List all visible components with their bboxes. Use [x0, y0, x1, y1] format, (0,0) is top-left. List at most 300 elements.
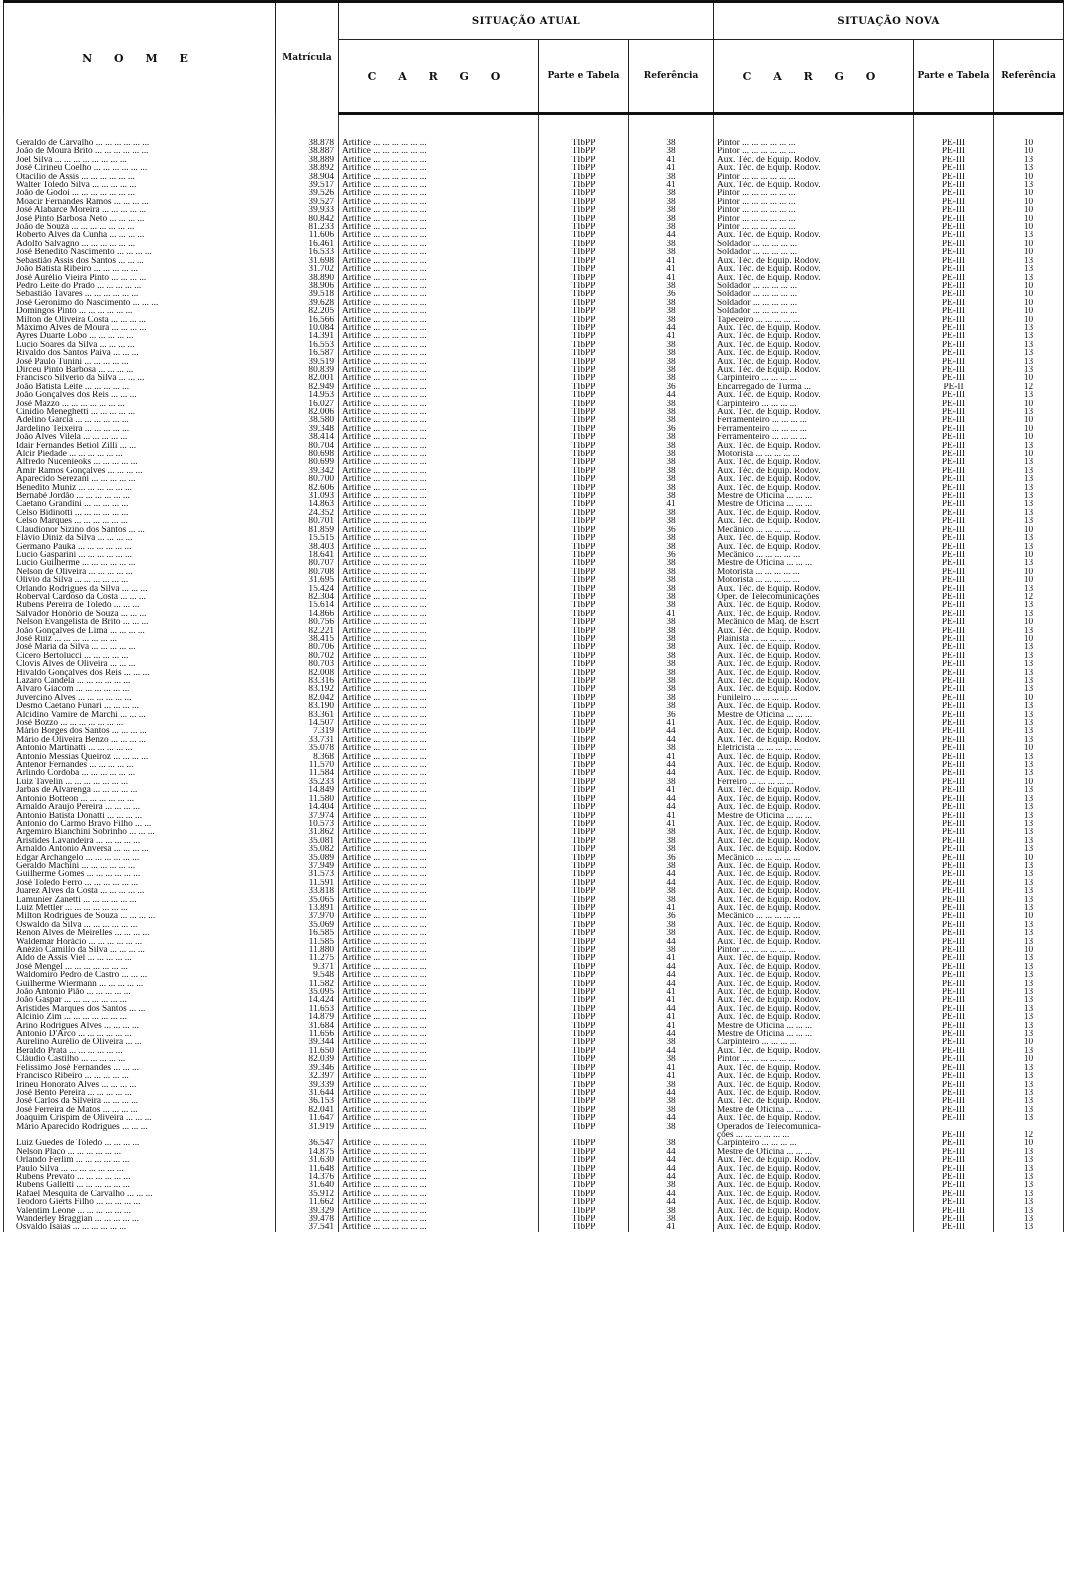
cell-matricula: 16.553	[276, 341, 339, 349]
cell-referencia-nova: 10	[994, 551, 1064, 559]
cell-nome: Mário de Oliveira Benzo ... ... ... ...	[4, 736, 276, 744]
cell-parte-tabela-nova: PE-III	[914, 618, 994, 626]
cell-cargo-atual: Artífice ... ... ... ... ... ...	[339, 265, 539, 273]
table-row	[4, 1097, 1064, 1105]
cell-referencia-atual: 44	[629, 1173, 714, 1181]
cell-referencia-nova: 10	[994, 568, 1064, 576]
table-row	[4, 147, 1064, 155]
cell-parte-tabela-atual: TIbPP	[539, 576, 629, 584]
table-row	[4, 845, 1064, 853]
cell-cargo-atual: Artífice ... ... ... ... ... ...	[339, 576, 539, 584]
cell-cargo-atual: Artífice ... ... ... ... ... ...	[339, 996, 539, 1004]
table-row	[4, 854, 1064, 862]
cell-parte-tabela-atual: TIbPP	[539, 1223, 629, 1231]
cell-parte-tabela-atual: TIbPP	[539, 744, 629, 752]
cell-parte-tabela-atual: TIbPP	[539, 1156, 629, 1164]
cell-cargo-atual: Artífice ... ... ... ... ... ...	[339, 248, 539, 256]
cell-cargo-nova: Eletricista ... ... ... ... ...	[714, 744, 914, 752]
cell-cargo-atual: Artífice ... ... ... ... ... ...	[339, 954, 539, 962]
cell-cargo-atual: Artífice ... ... ... ... ... ...	[339, 408, 539, 416]
cell-parte-tabela-nova: PE-III	[914, 803, 994, 811]
cell-cargo-nova: Pintor ... ... ... ... ... ...	[714, 189, 914, 197]
cell-parte-tabela-atual: TIbPP	[539, 1181, 629, 1189]
cell-matricula: 80.703	[276, 660, 339, 668]
cell-parte-tabela-nova: PE-III	[914, 1106, 994, 1114]
cell-nome: Antonio D'Arco ... ... ... ... ... ...	[4, 1030, 276, 1038]
cell-referencia-atual: 38	[629, 1181, 714, 1189]
cell-cargo-nova: Aux. Téc. de Equip. Rodov.	[714, 954, 914, 962]
cell-cargo-atual: Artífice ... ... ... ... ... ...	[339, 1030, 539, 1038]
cell-nome: Jarbas de Alvarenga ... ... ... ... ...	[4, 786, 276, 794]
cell-matricula: 38.890	[276, 274, 339, 282]
cell-parte-tabela-atual: TIbPP	[539, 442, 629, 450]
cell-matricula: 11.582	[276, 980, 339, 988]
cell-cargo-nova: Aux. Téc. de Equip. Rodov.	[714, 164, 914, 172]
cell-matricula: 39.519	[276, 358, 339, 366]
cell-parte-tabela-nova: PE-III	[914, 938, 994, 946]
cell-cargo-nova: Aux. Téc. de Equip. Rodov.	[714, 274, 914, 282]
cell-parte-tabela-atual: TIbPP	[539, 147, 629, 155]
cell-nome: José Geronimo do Nascimento ... ... ...	[4, 299, 276, 307]
cell-parte-tabela-atual: TIbPP	[539, 761, 629, 769]
cell-cargo-nova: Aux. Téc. de Equip. Rodov.	[714, 820, 914, 828]
cell-cargo-atual: Artífice ... ... ... ... ... ...	[339, 433, 539, 441]
cell-nome: Cinidio Meneghetti ... ... ... ... ...	[4, 408, 276, 416]
table-row	[4, 795, 1064, 803]
cell-referencia-atual: 38	[629, 635, 714, 643]
cell-referencia-atual: 38	[629, 374, 714, 382]
cell-parte-tabela-atual: TIbPP	[539, 1022, 629, 1030]
cell-cargo-nova: Aux. Téc. de Equip. Rodov.	[714, 685, 914, 693]
cell-parte-tabela-atual: TIbPP	[539, 711, 629, 719]
cell-referencia-atual: 38	[629, 618, 714, 626]
cell-referencia-nova: 10	[994, 854, 1064, 862]
cell-cargo-nova: Aux. Téc. de Equip. Rodov.	[714, 1215, 914, 1223]
cell-referencia-nova: 13	[994, 408, 1064, 416]
cell-matricula: 80.700	[276, 475, 339, 483]
cell-nome: Arino Rodrigues Alves ... ... ... ...	[4, 1022, 276, 1030]
cell-referencia-nova: 13	[994, 627, 1064, 635]
cell-referencia-atual: 38	[629, 450, 714, 458]
cell-cargo-nova: Pintor ... ... ... ... ... ...	[714, 173, 914, 181]
cell-parte-tabela-nova: PE-III	[914, 1165, 994, 1173]
cell-matricula: 39.339	[276, 1081, 339, 1089]
cell-cargo-atual: Artífice ... ... ... ... ... ...	[339, 290, 539, 298]
cell-cargo-nova: Aux. Téc. de Equip. Rodov.	[714, 1047, 914, 1055]
cell-parte-tabela-nova: PE-III	[914, 1223, 994, 1231]
table-row	[4, 383, 1064, 391]
cell-nome: Wanderley Braggian ... ... ... ... ...	[4, 1215, 276, 1223]
cell-parte-tabela-atual: TIbPP	[539, 954, 629, 962]
cell-referencia-atual: 38	[629, 215, 714, 223]
cell-nome: José Ferreira de Matos ... ... ... ...	[4, 1106, 276, 1114]
cell-referencia-atual: 38	[629, 1207, 714, 1215]
cell-referencia-nova: 13	[994, 652, 1064, 660]
cell-parte-tabela-nova: PE-III	[914, 173, 994, 181]
cell-referencia-atual: 38	[629, 643, 714, 651]
cell-referencia-atual: 38	[629, 223, 714, 231]
table-row	[4, 156, 1064, 164]
cell-matricula: 82.039	[276, 1055, 339, 1063]
cell-cargo-nova: Aux. Téc. de Equip. Rodov.	[714, 1165, 914, 1173]
table-row	[4, 980, 1064, 988]
cell-nome: Guilherme Wiermann ... ... ... ... ...	[4, 980, 276, 988]
cell-referencia-nova: 13	[994, 181, 1064, 189]
cell-parte-tabela-atual: TIbPP	[539, 862, 629, 870]
cell-matricula: 38.887	[276, 147, 339, 155]
cell-referencia-nova: 12	[994, 383, 1064, 391]
cell-cargo-nova: Soldador ... ... ... ... ...	[714, 299, 914, 307]
cell-parte-tabela-atual: TIbPP	[539, 887, 629, 895]
table-row	[4, 971, 1064, 979]
cell-parte-tabela-nova: PE-III	[914, 761, 994, 769]
cell-referencia-atual: 38	[629, 845, 714, 853]
cell-nome: Celso Marques ... ... ... ... ... ...	[4, 517, 276, 525]
cell-cargo-atual: Artífice ... ... ... ... ... ...	[339, 761, 539, 769]
cell-cargo-atual: Artífice ... ... ... ... ... ...	[339, 215, 539, 223]
cell-referencia-nova: 13	[994, 1173, 1064, 1181]
cell-cargo-nova: Ferramenteiro ... ... ... ...	[714, 416, 914, 424]
cell-referencia-nova: 13	[994, 1030, 1064, 1038]
table-row	[4, 635, 1064, 643]
cell-parte-tabela-nova: PE-III	[914, 189, 994, 197]
cell-parte-tabela-atual: TIbPP	[539, 425, 629, 433]
cell-cargo-atual: Artífice ... ... ... ... ... ...	[339, 769, 539, 777]
table-row	[4, 526, 1064, 534]
cell-matricula: 18.641	[276, 551, 339, 559]
table-row	[4, 265, 1064, 273]
cell-referencia-atual: 38	[629, 1097, 714, 1105]
cell-matricula: 82.949	[276, 383, 339, 391]
cell-referencia-nova: 10	[994, 316, 1064, 324]
cell-referencia-nova: 13	[994, 845, 1064, 853]
cell-referencia-atual: 41	[629, 786, 714, 794]
cell-referencia-nova: 10	[994, 694, 1064, 702]
cell-cargo-atual: Artífice ... ... ... ... ... ...	[339, 307, 539, 315]
table-row	[4, 559, 1064, 567]
cell-nome: João Alves Vilela ... ... ... ... ...	[4, 433, 276, 441]
cell-cargo-atual: Artífice ... ... ... ... ... ...	[339, 189, 539, 197]
table-row	[4, 1055, 1064, 1063]
cell-referencia-atual: 38	[629, 358, 714, 366]
cell-cargo-nova: Carpinteiro ... ... ... ...	[714, 1038, 914, 1046]
table-row	[4, 416, 1064, 424]
cell-referencia-nova: 13	[994, 324, 1064, 332]
cell-parte-tabela-nova: PE-III	[914, 837, 994, 845]
cell-parte-tabela-atual: TIbPP	[539, 189, 629, 197]
cell-parte-tabela-nova	[914, 1123, 994, 1131]
cell-referencia-nova: 13	[994, 660, 1064, 668]
cell-cargo-nova: Pintor ... ... ... ... ... ...	[714, 147, 914, 155]
cell-nome: Lucio Guilherme ... ... ... ... ... ...	[4, 559, 276, 567]
table-row	[4, 1081, 1064, 1089]
cell-cargo-nova: Carpinteiro ... ... ... ...	[714, 374, 914, 382]
cell-referencia-atual: 41	[629, 820, 714, 828]
cell-cargo-nova: Pintor ... ... ... ... ... ...	[714, 215, 914, 223]
cell-nome: Beraldo Prata ... ... ... ... ... ...	[4, 1047, 276, 1055]
table-row	[4, 1064, 1064, 1072]
cell-parte-tabela-nova: PE-III	[914, 215, 994, 223]
cell-cargo-nova: Aux. Téc. de Equip. Rodov.	[714, 971, 914, 979]
table-row	[4, 324, 1064, 332]
cell-cargo-nova: Aux. Téc. de Equip. Rodov.	[714, 1198, 914, 1206]
col-header-referencia-atual: Referência	[629, 40, 714, 114]
cell-referencia-atual: 38	[629, 1081, 714, 1089]
cell-referencia-nova: 13	[994, 1207, 1064, 1215]
cell-matricula: 9.371	[276, 963, 339, 971]
cell-parte-tabela-nova: PE-III	[914, 643, 994, 651]
cell-parte-tabela-atual: TIbPP	[539, 938, 629, 946]
cell-cargo-nova: Aux. Téc. de Equip. Rodov.	[714, 231, 914, 239]
cell-referencia-nova: 13	[994, 265, 1064, 273]
cell-cargo-nova: Aux. Téc. de Equip. Rodov.	[714, 467, 914, 475]
cell-nome: Sebastião Assis dos Santos ... ... ...	[4, 257, 276, 265]
cell-parte-tabela-nova: PE-III	[914, 1156, 994, 1164]
cell-referencia-atual: 38	[629, 1123, 714, 1131]
cell-matricula: 39.346	[276, 1064, 339, 1072]
cell-referencia-atual: 44	[629, 1165, 714, 1173]
cell-matricula: 81.233	[276, 223, 339, 231]
cell-matricula: 14.953	[276, 391, 339, 399]
cell-cargo-nova: Aux. Téc. de Equip. Rodov.	[714, 652, 914, 660]
table-row	[4, 492, 1064, 500]
cell-matricula: 37.970	[276, 912, 339, 920]
cell-parte-tabela-nova: PE-III	[914, 635, 994, 643]
table-row	[4, 139, 1064, 147]
cell-parte-tabela-atual: TIbPP	[539, 854, 629, 862]
cell-matricula: 39.344	[276, 1038, 339, 1046]
cell-cargo-nova: Aux. Téc. de Equip. Rodov.	[714, 1223, 914, 1231]
cell-parte-tabela-atual: TIbPP	[539, 1173, 629, 1181]
cell-matricula: 31.698	[276, 257, 339, 265]
cell-cargo-atual: Artífice ... ... ... ... ... ...	[339, 1148, 539, 1156]
cell-cargo-atual: Artífice ... ... ... ... ... ...	[339, 912, 539, 920]
cell-parte-tabela-atual: TIbPP	[539, 1198, 629, 1206]
cell-referencia-atual: 41	[629, 164, 714, 172]
cell-matricula: 39.478	[276, 1215, 339, 1223]
table-row	[4, 1123, 1064, 1131]
cell-referencia-atual: 38	[629, 366, 714, 374]
cell-parte-tabela-nova: PE-III	[914, 870, 994, 878]
cell-referencia-atual: 44	[629, 1005, 714, 1013]
cell-matricula: 39.518	[276, 290, 339, 298]
cell-matricula: 33.731	[276, 736, 339, 744]
cell-cargo-nova: Aux. Téc. de Equip. Rodov.	[714, 980, 914, 988]
group-header-situacao-nova: SITUAÇÃO NOVA	[714, 2, 1064, 40]
cell-parte-tabela-nova: PE-III	[914, 467, 994, 475]
cell-matricula: 16.533	[276, 248, 339, 256]
table-row	[4, 761, 1064, 769]
cell-cargo-atual: Artífice ... ... ... ... ... ...	[339, 585, 539, 593]
cell-nome: Luiz Mettler ... ... ... ... ... ... ...	[4, 904, 276, 912]
cell-referencia-atual: 38	[629, 921, 714, 929]
cell-parte-tabela-atual: TIbPP	[539, 257, 629, 265]
cell-parte-tabela-atual: TIbPP	[539, 265, 629, 273]
cell-matricula: 82.006	[276, 408, 339, 416]
table-row	[4, 736, 1064, 744]
table-row	[4, 257, 1064, 265]
cell-referencia-nova: 13	[994, 761, 1064, 769]
cell-referencia-atual: 44	[629, 938, 714, 946]
cell-parte-tabela-nova: PE-III	[914, 559, 994, 567]
cell-referencia-atual: 38	[629, 484, 714, 492]
cell-nome: Renon Alves de Meirelles ... ... ... ...	[4, 929, 276, 937]
table-row	[4, 1223, 1064, 1231]
cell-cargo-atual: Artífice ... ... ... ... ... ...	[339, 694, 539, 702]
cell-nome: João Gonçalves dos Reis ... ... ...	[4, 391, 276, 399]
table-row	[4, 1173, 1064, 1181]
cell-matricula: 31.684	[276, 1022, 339, 1030]
cell-cargo-nova: Aux. Téc. de Equip. Rodov.	[714, 1190, 914, 1198]
cell-cargo-nova: Mecânico ... ... ... ... ...	[714, 526, 914, 534]
cell-matricula	[276, 1131, 339, 1139]
cell-referencia-nova: 10	[994, 450, 1064, 458]
table-row	[4, 248, 1064, 256]
cell-parte-tabela-nova: PE-III	[914, 912, 994, 920]
cell-cargo-nova: Mecânico de Maq. de Escrt	[714, 618, 914, 626]
cell-referencia-atual: 44	[629, 879, 714, 887]
table-row	[4, 828, 1064, 836]
cell-parte-tabela-atual: TIbPP	[539, 870, 629, 878]
cell-cargo-nova: Operados de Telecomunica-	[714, 1123, 914, 1131]
table-body	[4, 114, 1064, 1232]
cell-cargo-atual: Artífice ... ... ... ... ... ...	[339, 1123, 539, 1131]
cell-matricula: 15.515	[276, 534, 339, 542]
cell-cargo-atual: Artífice ... ... ... ... ... ...	[339, 1156, 539, 1164]
cell-matricula: 11.606	[276, 231, 339, 239]
table-row	[4, 206, 1064, 214]
cell-parte-tabela-atual: TIbPP	[539, 593, 629, 601]
cell-cargo-nova: Aux. Téc. de Equip. Rodov.	[714, 601, 914, 609]
cell-cargo-atual: Artífice ... ... ... ... ... ...	[339, 837, 539, 845]
cell-referencia-atual: 38	[629, 862, 714, 870]
cell-cargo-atual: Artífice ... ... ... ... ... ...	[339, 274, 539, 282]
cell-referencia-atual: 44	[629, 1089, 714, 1097]
cell-referencia-nova: 13	[994, 1148, 1064, 1156]
cell-cargo-nova: Funileiro ... ... ... ... ...	[714, 694, 914, 702]
table-row	[4, 610, 1064, 618]
cell-nome: João de Souza ... ... ... ... ... ... ...	[4, 223, 276, 231]
cell-parte-tabela-atual: TIbPP	[539, 526, 629, 534]
cell-referencia-atual: 41	[629, 610, 714, 618]
cell-parte-tabela-atual: TIbPP	[539, 248, 629, 256]
cell-cargo-nova: Aux. Téc. de Equip. Rodov.	[714, 349, 914, 357]
cell-parte-tabela-nova: PE-III	[914, 1064, 994, 1072]
table-row	[4, 601, 1064, 609]
cell-matricula: 31.644	[276, 1089, 339, 1097]
cell-cargo-nova: Aux. Téc. de Equip. Rodov.	[714, 677, 914, 685]
table-row	[4, 316, 1064, 324]
cell-matricula: 11.648	[276, 1165, 339, 1173]
table-row	[4, 181, 1064, 189]
table-row	[4, 820, 1064, 828]
cell-parte-tabela-nova: PE-III	[914, 812, 994, 820]
cell-referencia-nova: 13	[994, 1013, 1064, 1021]
cell-referencia-nova: 10	[994, 307, 1064, 315]
cell-matricula: 83.192	[276, 685, 339, 693]
cell-referencia-atual: 44	[629, 231, 714, 239]
table-row	[4, 408, 1064, 416]
cell-cargo-nova: Ferreiro ... ... ... ... ...	[714, 778, 914, 786]
cell-cargo-nova: Mestre de Oficina ... ... ...	[714, 559, 914, 567]
cell-parte-tabela-atual: TIbPP	[539, 736, 629, 744]
cell-referencia-nova: 13	[994, 929, 1064, 937]
cell-nome: João Gaspar ... ... ... ... ... ... ...	[4, 996, 276, 1004]
table-row	[4, 996, 1064, 1004]
cell-nome: Nelson Placo ... ... ... ... ... ...	[4, 1148, 276, 1156]
table-row	[4, 677, 1064, 685]
cell-matricula: 82.304	[276, 593, 339, 601]
cell-matricula: 31.862	[276, 828, 339, 836]
cell-parte-tabela-atual: TIbPP	[539, 164, 629, 172]
cell-matricula: 37.541	[276, 1223, 339, 1231]
cell-cargo-nova: Aux. Téc. de Equip. Rodov.	[714, 929, 914, 937]
cell-cargo-atual: Artífice ... ... ... ... ... ...	[339, 938, 539, 946]
col-header-parte-tabela-nova: Parte e Tabela	[914, 40, 994, 114]
cell-cargo-nova: Aux. Téc. de Equip. Rodov.	[714, 408, 914, 416]
cell-parte-tabela-atual: TIbPP	[539, 416, 629, 424]
cell-nome: Juarez Alves da Costa ... ... ... ... ...	[4, 887, 276, 895]
cell-nome: Valentim Leone ... ... ... ... ... ...	[4, 1207, 276, 1215]
cell-cargo-atual: Artífice ... ... ... ... ... ...	[339, 198, 539, 206]
cell-cargo-atual: Artífice ... ... ... ... ... ...	[339, 231, 539, 239]
cell-parte-tabela-nova: PE-III	[914, 274, 994, 282]
cell-referencia-atual: 38	[629, 778, 714, 786]
cell-referencia-atual: 41	[629, 332, 714, 340]
cell-matricula: 39.933	[276, 206, 339, 214]
cell-referencia-nova: 13	[994, 753, 1064, 761]
cell-referencia-atual: 41	[629, 954, 714, 962]
cell-matricula: 39.527	[276, 198, 339, 206]
cell-nome: Juvercino Alves ... ... ... ... ... ...	[4, 694, 276, 702]
cell-parte-tabela-atual: TIbPP	[539, 139, 629, 147]
table-row	[4, 879, 1064, 887]
cell-parte-tabela-atual: TIbPP	[539, 845, 629, 853]
cell-parte-tabela-nova: PE-III	[914, 929, 994, 937]
cell-cargo-nova: Aux. Téc. de Equip. Rodov.	[714, 963, 914, 971]
table-row	[4, 164, 1064, 172]
cell-cargo-atual: Artífice ... ... ... ... ... ...	[339, 1173, 539, 1181]
cell-referencia-nova: 10	[994, 576, 1064, 584]
cell-cargo-atual: Artífice ... ... ... ... ... ...	[339, 904, 539, 912]
cell-parte-tabela-nova: PE-III	[914, 164, 994, 172]
cell-parte-tabela-nova: PE-III	[914, 1038, 994, 1046]
cell-referencia-nova: 10	[994, 173, 1064, 181]
cell-referencia-atual: 38	[629, 896, 714, 904]
cell-parte-tabela-atual: TIbPP	[539, 786, 629, 794]
cell-cargo-atual: Artífice ... ... ... ... ... ...	[339, 929, 539, 937]
cell-parte-tabela-nova: PE-III	[914, 845, 994, 853]
cell-matricula: 82.008	[276, 669, 339, 677]
cell-matricula: 10.573	[276, 820, 339, 828]
table-row	[4, 660, 1064, 668]
cell-cargo-atual: Artífice ... ... ... ... ... ...	[339, 500, 539, 508]
cell-cargo-atual: Artífice ... ... ... ... ... ...	[339, 854, 539, 862]
cell-parte-tabela-atual: TIbPP	[539, 778, 629, 786]
cell-referencia-nova: 13	[994, 484, 1064, 492]
cell-parte-tabela-nova: PE-III	[914, 601, 994, 609]
cell-nome: Luiz Tavelin ... ... ... ... ... ... ...	[4, 778, 276, 786]
table-row	[4, 685, 1064, 693]
cell-nome: Dirceu Pinto Barbosa ... ... ... ...	[4, 366, 276, 374]
cell-referencia-nova: 13	[994, 963, 1064, 971]
cell-matricula: 83.190	[276, 702, 339, 710]
cell-referencia-atual: 38	[629, 627, 714, 635]
table-row	[4, 358, 1064, 366]
cell-referencia-atual: 38	[629, 282, 714, 290]
cell-referencia-nova: 13	[994, 795, 1064, 803]
cell-matricula: 11.880	[276, 946, 339, 954]
